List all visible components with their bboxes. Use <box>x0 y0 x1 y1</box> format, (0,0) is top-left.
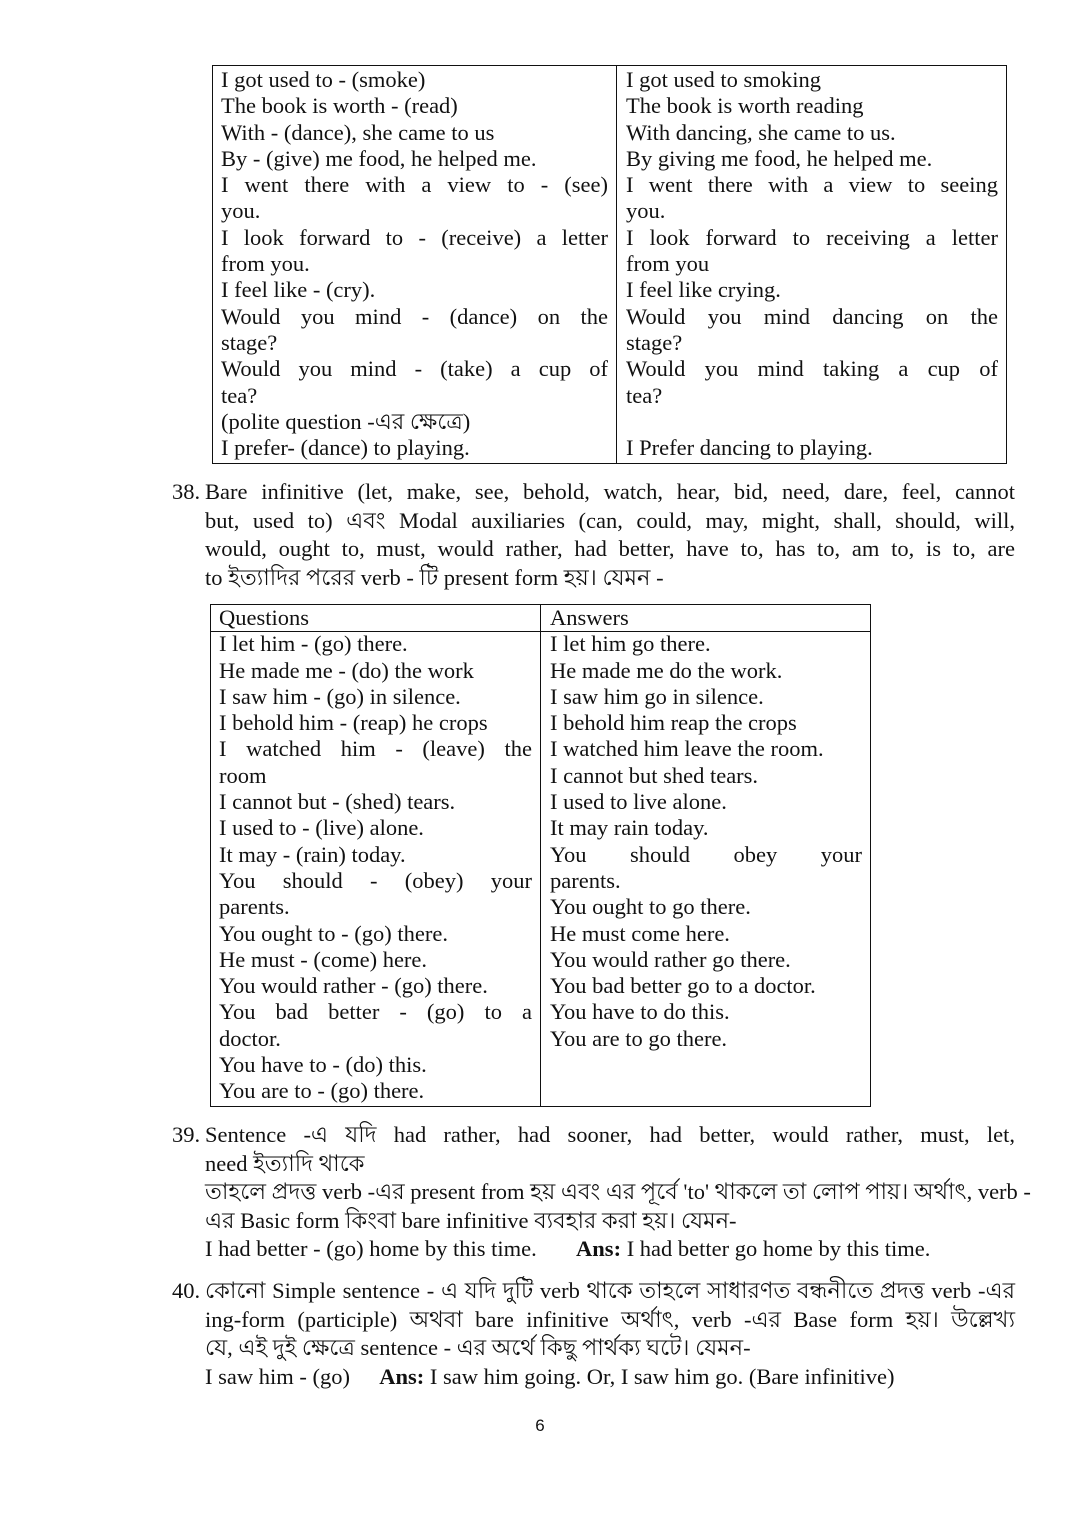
answer-line: You bad better go to a doctor. <box>550 973 816 999</box>
answer-line: You ought to go there. <box>550 894 751 920</box>
gerund-answer-line: tea? <box>626 382 663 408</box>
questions-header: Questions <box>219 605 309 630</box>
gerund-question-line: I look forward to - (receive) a letter <box>221 224 608 250</box>
gerund-answer-line: I Prefer dancing to playing. <box>626 435 873 461</box>
gerund-question-line: tea? <box>221 382 258 408</box>
answer-line: You have to do this. <box>550 999 730 1025</box>
gerund-answer-line: I got used to smoking <box>626 67 821 92</box>
question-line: You bad better - (go) to a <box>219 999 532 1025</box>
answer-line: He made me do the work. <box>550 657 783 683</box>
gerund-question-line: I got used to - (smoke) <box>221 67 426 92</box>
gerund-question-line: The book is worth - (read) <box>221 93 458 119</box>
example-answer: I had better go home by this time. <box>626 1236 931 1261</box>
example-question: I saw him - (go) <box>205 1363 350 1389</box>
section-40-line: যে, এই দুই ক্ষেত্রে sentence - এর অর্থে কিছু পার্থক্য ঘটে। যেমন- <box>205 1335 751 1360</box>
gerund-table-divider <box>616 66 617 463</box>
gerund-question-line: By - (give) me food, he helped me. <box>221 145 537 171</box>
section-38-line: to ইত্যাদির পরের verb - টি present form হয়। যেমন - <box>205 564 664 590</box>
section-39-line: তাহলে প্রদত্ত verb -এর present from হয় এবং এর পূর্বে 'to' থাকলে তা লোপ পায়। অর্থাৎ, verb - <box>205 1179 1031 1204</box>
gerund-question-line: Would you mind - (dance) on the <box>221 303 608 329</box>
section-40-number: 40. <box>172 1278 201 1303</box>
section-40-line: ing-form (participle) অথবা bare infinitive অর্থাৎ, verb -এর Base form হয়। উল্লেখ্য <box>205 1306 1015 1332</box>
gerund-question-line: I went there with a view to - (see) <box>221 172 608 198</box>
gerund-question-line: stage? <box>221 329 278 355</box>
answers-header: Answers <box>550 605 629 630</box>
section-38-line: would, ought to, must, would rather, had better, have to, has to, am to, is to, are <box>205 536 1015 561</box>
question-line: You would rather - (go) there. <box>219 973 488 999</box>
section-40-line: কোনো Simple sentence - এ যদি দুটি verb থাকে তাহলে সাধারণত বন্ধনীতে প্রদত্ত verb -এর <box>205 1278 1015 1303</box>
section-38-text <box>205 478 1015 592</box>
question-line: You ought to - (go) there. <box>219 920 448 946</box>
answer-label: Ans: <box>576 1236 622 1261</box>
answer-line: I cannot but shed tears. <box>550 762 759 788</box>
answer-line: parents. <box>550 867 621 893</box>
gerund-question-line: Would you mind - (take) a cup of <box>221 356 608 382</box>
gerund-answer-line <box>626 409 998 435</box>
question-line: I let him - (go) there. <box>219 631 408 657</box>
question-line: I cannot but - (shed) tears. <box>219 789 456 815</box>
section-38-line: but, used to) এবং Modal auxiliaries (can, could, may, might, shall, should, will, <box>205 507 1015 533</box>
answer-line: I saw him go in silence. <box>550 683 764 709</box>
answer-line: You should obey your <box>550 841 862 867</box>
section-39-line: Sentence -এ যদি had rather, had sooner, had better, would rather, must, let, <box>205 1122 1015 1147</box>
question-line: You should - (obey) your <box>219 867 532 893</box>
section-39-text <box>205 1121 1031 1264</box>
question-line: You have to - (do) this. <box>219 1052 427 1078</box>
gerund-answer-line: I feel like crying. <box>626 277 781 303</box>
questions-column <box>211 605 540 1106</box>
section-39-line: need ইত্যাদি থাকে <box>205 1150 365 1176</box>
answer-line: I let him go there. <box>550 631 711 657</box>
gerund-question-line: I prefer- (dance) to playing. <box>221 435 470 461</box>
gerund-question-line: I feel like - (cry). <box>221 277 376 303</box>
table-column-divider <box>540 605 541 1106</box>
answers-column <box>542 605 870 1106</box>
answer-line: He must come here. <box>550 920 730 946</box>
gerund-table-questions-col <box>213 66 616 463</box>
question-line: I behold him - (reap) he crops <box>219 710 488 736</box>
answer-line: I behold him reap the crops <box>550 710 797 736</box>
gerund-table <box>212 65 1007 464</box>
gerund-answer-line: Would you mind taking a cup of <box>626 356 998 382</box>
question-line: doctor. <box>219 1025 281 1051</box>
gerund-answer-line: Would you mind dancing on the <box>626 303 998 329</box>
answer-line: You are to go there. <box>550 1025 728 1051</box>
section-40-example <box>205 1363 1015 1392</box>
question-line: room <box>219 762 267 788</box>
gerund-question-line: With - (dance), she came to us <box>221 119 495 145</box>
answer-line: It may rain today. <box>550 815 709 841</box>
section-39-example <box>205 1235 1015 1264</box>
question-line: I used to - (live) alone. <box>219 815 424 841</box>
example-answer: I saw him going. Or, I saw him go. (Bare infinitive) <box>429 1363 895 1389</box>
question-line: You are to - (go) there. <box>219 1078 425 1104</box>
gerund-answer-line: I look forward to receiving a letter <box>626 224 998 250</box>
gerund-answer-line: I went there with a view to seeing <box>626 172 998 198</box>
answer-line: I watched him leave the room. <box>550 736 824 762</box>
question-line: He made me - (do) the work <box>219 657 474 683</box>
section-39-line: এর Basic form কিংবা bare infinitive ব্যবহার করা হয়। যেমন- <box>205 1207 737 1233</box>
answer-label: Ans: <box>379 1363 425 1389</box>
page-number: 6 <box>535 1416 545 1435</box>
gerund-answer-line: from you <box>626 251 710 277</box>
gerund-answer-line: you. <box>626 198 666 224</box>
section-39-number: 39. <box>172 1122 201 1147</box>
gerund-answer-line: stage? <box>626 329 683 355</box>
gerund-answer-line: The book is worth reading <box>626 93 864 119</box>
gerund-question-line: from you. <box>221 251 310 277</box>
question-line: parents. <box>219 894 290 920</box>
example-question: I had better - (go) home by this time. <box>205 1236 537 1261</box>
bare-infinitive-table <box>210 604 871 1107</box>
section-38-line: Bare infinitive (let, make, see, behold, watch, hear, bid, need, dare, feel, cannot <box>205 479 1015 504</box>
gerund-answer-line: By giving me food, he helped me. <box>626 145 933 171</box>
section-40-text <box>205 1277 1015 1391</box>
section-38-number: 38. <box>172 479 201 504</box>
question-line: It may - (rain) today. <box>219 841 406 867</box>
question-line: I watched him - (leave) the <box>219 736 532 762</box>
gerund-answer-line: With dancing, she came to us. <box>626 119 896 145</box>
question-line: He must - (come) here. <box>219 946 428 972</box>
gerund-question-line: (polite question -এর ক্ষেত্রে) <box>221 408 471 434</box>
question-line: I saw him - (go) in silence. <box>219 683 461 709</box>
answer-line: I used to live alone. <box>550 789 727 815</box>
gerund-table-answers-col <box>618 66 1006 463</box>
gerund-question-line: you. <box>221 198 261 224</box>
answer-line: You would rather go there. <box>550 946 791 972</box>
